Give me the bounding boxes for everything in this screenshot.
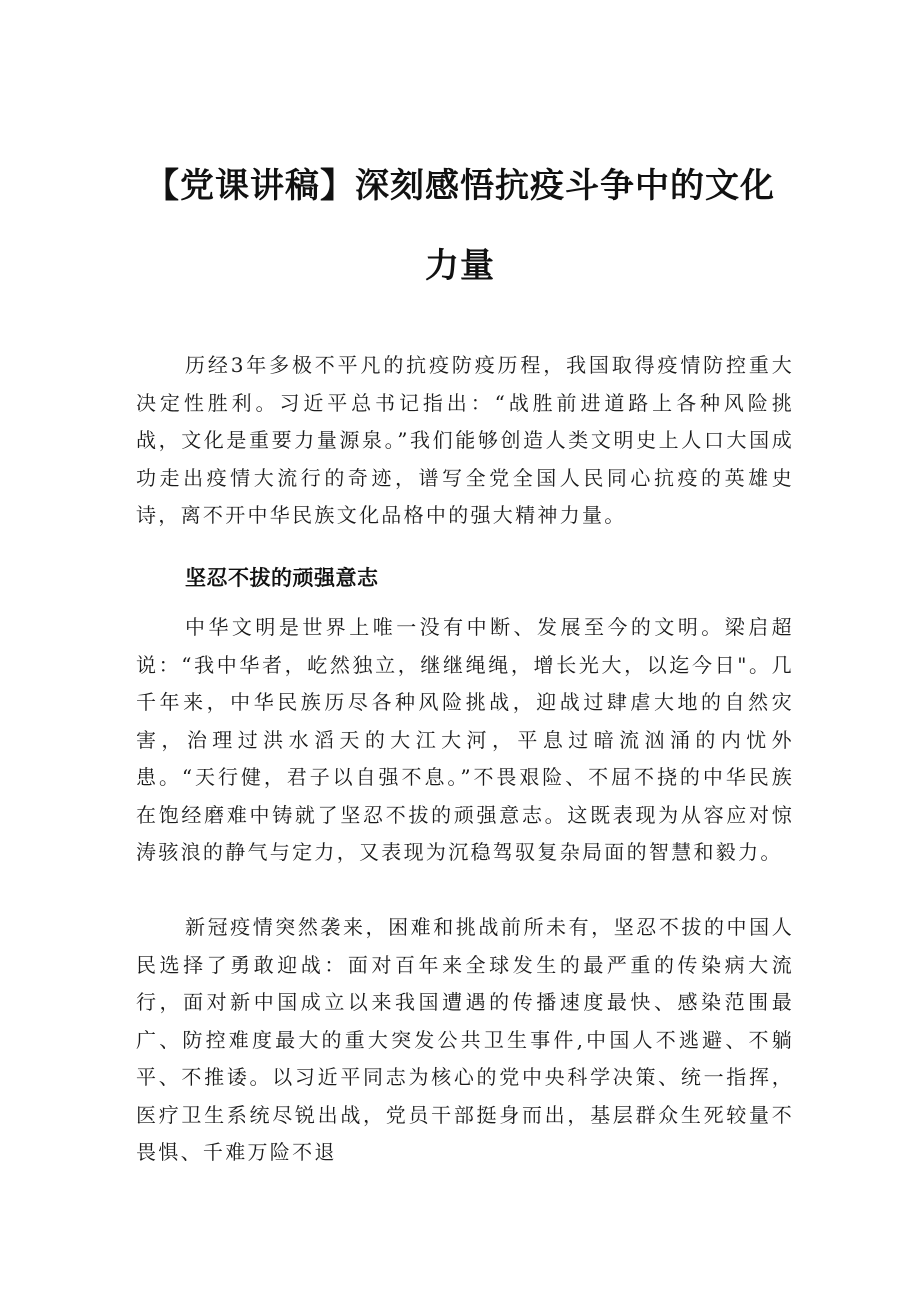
- document-title-line2: 力量: [425, 246, 495, 286]
- section-heading: 坚忍不拔的顽强意志: [185, 566, 379, 590]
- paragraph-civilization: 中华文明是世界上唯一没有中断、发展至今的文明。梁启超说：“我中华者，屹然独立，继继绳绳，增长光大，以迄今日"。几千年来，中华民族历尽各种风险挑战，迎战过肆虐大地的自然灾害，治理过洪水滔天的大江大河，平息过暗流汹涌的内忧外患。“天行健，君子以自强不息。”不畏艰险、不屈不挠的中华民族在饱经磨难中铸就了坚忍不拔的顽强意志。这既表现为从容应对惊涛骇浪的静气与定力，又表现为沉稳驾驭复杂局面的智慧和毅力。: [136, 615, 794, 864]
- document-title-line1: 【党课讲稿】深刻感悟抗疫斗争中的文化: [145, 166, 775, 206]
- paragraph-covid-response: 新冠疫情突然袭来，困难和挑战前所未有，坚忍不拔的中国人民选择了勇敢迎战：面对百年来全球发生的最严重的传染病大流行，面对新中国成立以来我国遭遇的传播速度最快、感染范围最广、防控难度最大的重大突发公共卫生事件,中国人不逃避、不躺平、不推诿。以习近平同志为核心的党中央科学决策、统一指挥，医疗卫生系统尽锐出战，党员干部挺身而出，基层群众生死较量不畏惧、千难万险不退: [136, 915, 794, 1164]
- paragraph-intro: 历经3年多极不平凡的抗疫防疫历程，我国取得疫情防控重大决定性胜利。习近平总书记指出：“战胜前进道路上各种风险挑战，文化是重要力量源泉。”我们能够创造人类文明史上人口大国成功走出疫情大流行的奇迹，谱写全党全国人民同心抗疫的英雄史诗，离不开中华民族文化品格中的强大精神力量。: [136, 353, 794, 527]
